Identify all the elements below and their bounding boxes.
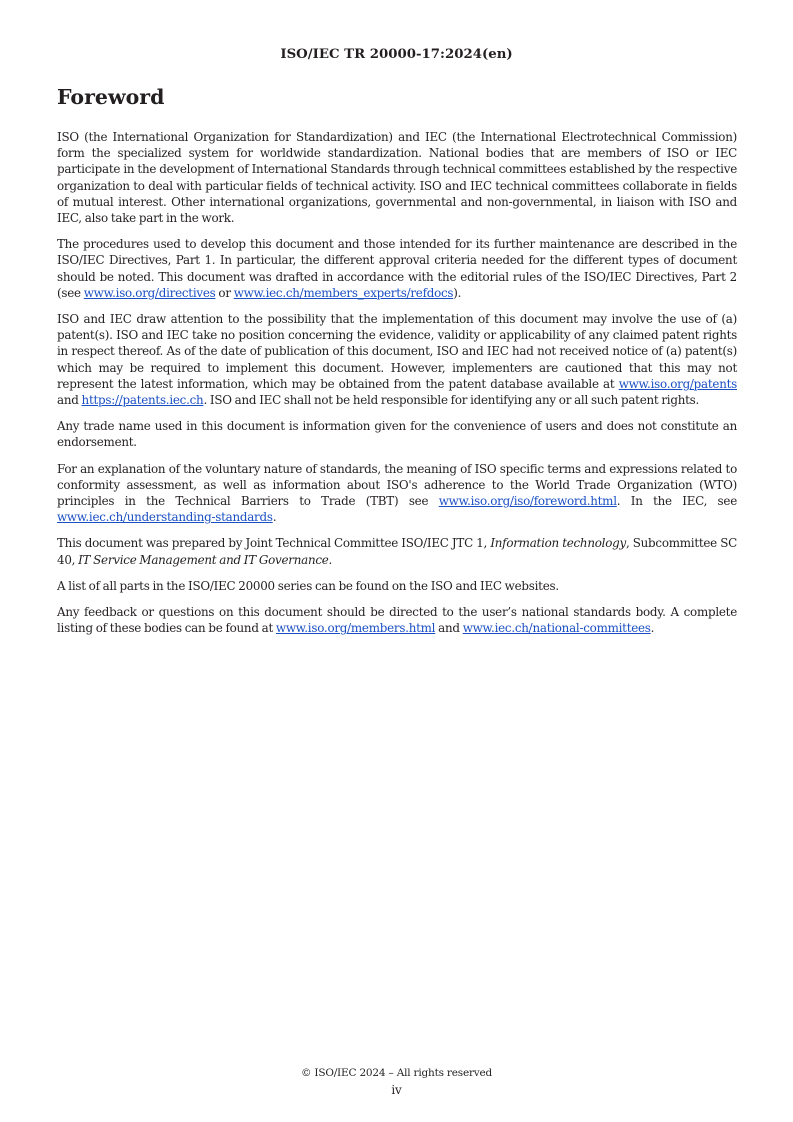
copyright-notice: © ISO/IEC 2024 – All rights reserved <box>300 1067 493 1079</box>
paragraph-text: ISO and IEC draw attention to the possibility that the implementation of this document may involve the use of (a) patent(s). ISO and IEC take no position concerning the evidence, validity or applicability of any claimed patent rights in respect thereof. As of the date of publication of this document, ISO and IEC had not received notice of (a) patent(s) which may be required to implement this document. However, implementers are cautioned that this may not represent the latest information, which may be obtained from the patent database available at <box>57 312 737 391</box>
paragraph-text: . <box>272 510 277 525</box>
paragraph-text: This document was prepared by Joint Technical Committee ISO/IEC JTC 1, <box>57 536 491 551</box>
paragraph-procedures <box>57 236 737 301</box>
paragraph-text: or <box>215 285 234 300</box>
foreword-body <box>57 129 737 646</box>
paragraph-series-list <box>57 578 737 594</box>
link-iso-directives[interactable]: www.iso.org/directives <box>83 285 216 300</box>
paragraph-text: A list of all parts in the ISO/IEC 20000 series can be found on the ISO and IEC websites. <box>57 578 559 593</box>
paragraph-trade-name <box>57 418 737 450</box>
paragraph-text: , Subcommittee SC 40, <box>57 536 737 567</box>
link-iso-foreword[interactable]: www.iso.org/iso/foreword.html <box>438 494 617 509</box>
paragraph-text: For an explanation of the voluntary nature of standards, the meaning of ISO specific terms and expressions related to conformity assessment, as well as information about ISO's adherence to the World Trade Organization (WTO) principles in the Technical Barriers to Trade (TBT) see <box>57 461 737 509</box>
link-iec-understanding-standards[interactable]: www.iec.ch/understanding-standards <box>57 510 273 525</box>
paragraph-feedback <box>57 604 737 636</box>
paragraph-text: The procedures used to develop this document and those intended for its further maintenance are described in the ISO/IEC Directives, Part 1. In particular, the different approval criteria needed for the different types of document should be noted. This document was drafted in accordance with the editorial rules of the ISO/IEC Directives, Part 2 (see <box>57 237 737 300</box>
paragraph-text: . <box>650 621 655 636</box>
link-iec-patents[interactable]: https://patents.iec.ch <box>81 393 204 408</box>
subcommittee-title: IT Service Management and IT Governance <box>78 552 329 567</box>
document-id-header: ISO/IEC TR 20000-17:2024(en) <box>280 47 513 62</box>
link-iso-patents[interactable]: www.iso.org/patents <box>618 376 737 391</box>
link-iec-national-committees[interactable]: www.iec.ch/national-committees <box>462 621 651 636</box>
paragraph-text: and <box>435 621 463 636</box>
paragraph-text: and <box>57 393 82 408</box>
page-title: Foreword <box>57 85 165 109</box>
link-iso-members[interactable]: www.iso.org/members.html <box>275 621 436 636</box>
paragraph-organizations <box>57 129 737 226</box>
page-footer <box>0 1066 793 1099</box>
paragraph-patents <box>57 311 737 408</box>
paragraph-text: Any trade name used in this document is information given for the convenience of users and does not constitute an endorsement. <box>57 419 737 450</box>
paragraph-text: ISO (the International Organization for Standardization) and IEC (the International Electrotechnical Commission) form the specialized system for worldwide standardization. National bodies that are members of ISO or IEC participate in the development of International Standards through technical committees established by the respective organization to deal with particular fields of technical activity. ISO and IEC technical committees collaborate in fields of mutual interest. Other international organizations, governmental and non-governmental, in liaison with ISO and IEC, also take part in the work. <box>57 130 737 226</box>
paragraph-text: Any feedback or questions on this document should be directed to the user’s national standards body. A complete listing of these bodies can be found at <box>57 605 737 636</box>
paragraph-text: ). <box>453 285 462 300</box>
link-iec-refdocs[interactable]: www.iec.ch/members_experts/refdocs <box>233 285 454 300</box>
paragraph-text: . <box>328 552 333 567</box>
page-number: iv <box>391 1083 402 1097</box>
paragraph-text: . ISO and IEC shall not be held responsible for identifying any or all such patent rights. <box>203 393 700 408</box>
paragraph-text: . In the IEC, see <box>616 494 737 509</box>
committee-title: Information technology <box>490 536 626 551</box>
paragraph-committee <box>57 535 737 567</box>
paragraph-voluntary-nature <box>57 461 737 526</box>
